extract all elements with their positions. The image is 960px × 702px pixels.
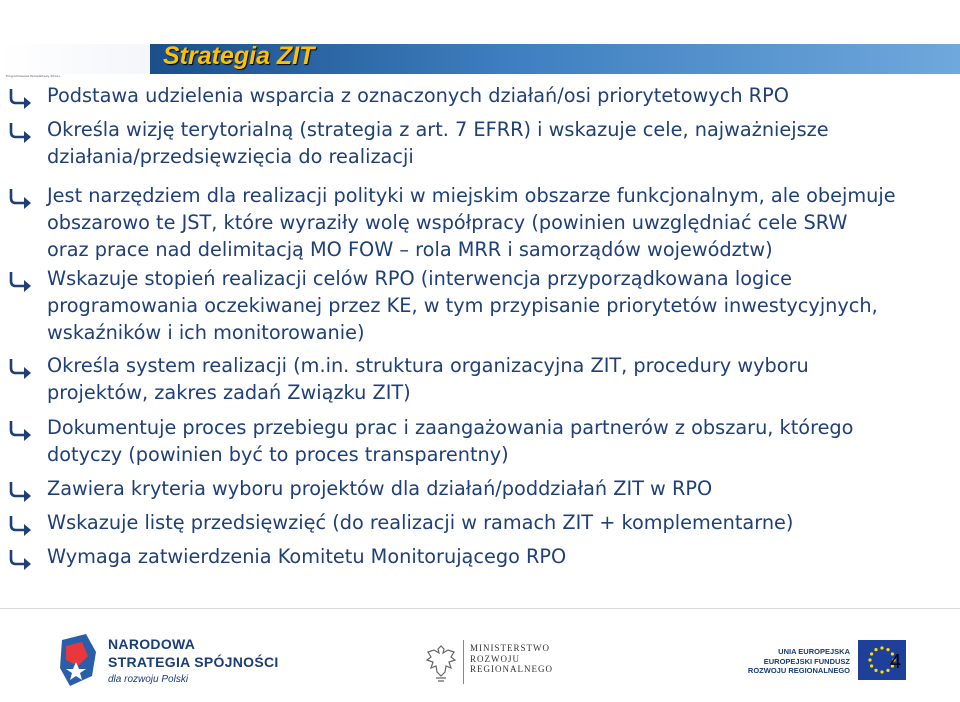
eu-star [874,669,877,672]
eu-fund-name: UNIA EUROPEJSKA EUROPEJSKI FUNDUSZ ROZWOJU REGIONALNEGO [747,647,850,675]
page-number: 4 [890,651,902,673]
nss-logo-line3: dla rozwoju Polski [108,674,189,685]
ministry-name: MINISTERSTWO ROZWOJU REGIONALNEGO [470,643,553,674]
bullet-text: Zawiera kryteria wyboru projektów dla działań/poddziałań ZIT w RPO [47,477,713,500]
bullet-text: Określa system realizacji (m.in. struktura organizacyjna ZIT, procedury wyboru projektów, zakres zadań Związku ZIT) [47,354,809,404]
header-small-note: Programowanie Perspektywy 2014+ [6,74,61,78]
eu-star [868,658,871,661]
curved-arrow-right-icon [8,187,34,209]
eu-star [870,652,873,655]
polish-eagle-icon [424,642,458,684]
curved-arrow-right-icon [8,357,34,379]
footer-divider [0,608,960,609]
eu-star [880,646,883,649]
curved-arrow-right-icon [8,514,34,536]
curved-arrow-right-icon [8,548,34,570]
nss-logo-line2: STRATEGIA SPÓJNOŚCI [108,654,279,670]
bullet-text: Podstawa udzielenia wsparcia z oznaczonych działań/osi priorytetowych RPO [47,84,789,107]
slide-title: Strategia ZIT [163,42,315,70]
star-map-logo-icon [56,632,100,688]
eu-star [870,664,873,667]
curved-arrow-right-icon [8,480,34,502]
curved-arrow-right-icon [8,419,34,441]
bullet-text: Dokumentuje proces przebiegu prac i zaangażowania partnerów z obszaru, którego dotyczy (powinien być to proces transparentny) [47,416,854,466]
nss-logo-line1: NARODOWA [108,636,196,652]
bullet-text: Wskazuje listę przedsięwzięć (do realizacji w ramach ZIT + komplementarne) [47,511,794,534]
curved-arrow-right-icon [8,270,34,292]
bullet-text: Wymaga zatwierdzenia Komitetu Monitorującego RPO [47,545,567,568]
bullet-text: Jest narzędziem dla realizacji polityki w miejskim obszarze funkcjonalnym, ale obejmuje obszarowo te JST, które wyraziły wolę współpracy (powinien uwzględniać cele SRW oraz prace nad delimitacją MO FOW – rola MRR i samorządów województw) [47,184,896,261]
bullet-text: Określa wizję terytorialną (strategia z art. 7 EFRR) i wskazuje cele, najważniejsze działania/przedsięwzięcia do realizacji [47,118,829,168]
ministry-separator [463,640,464,684]
curved-arrow-right-icon [8,121,34,143]
curved-arrow-right-icon [8,87,34,109]
eu-star [874,648,877,651]
header-left-band [0,44,150,74]
bullet-text: Wskazuje stopień realizacji celów RPO (interwencja przyporządkowana logice programowania oczekiwanej przez KE, w tym przypisanie priorytetów inwestycyjnych, wskaźników i ich monitorowanie) [47,267,878,344]
eu-star [880,670,883,673]
